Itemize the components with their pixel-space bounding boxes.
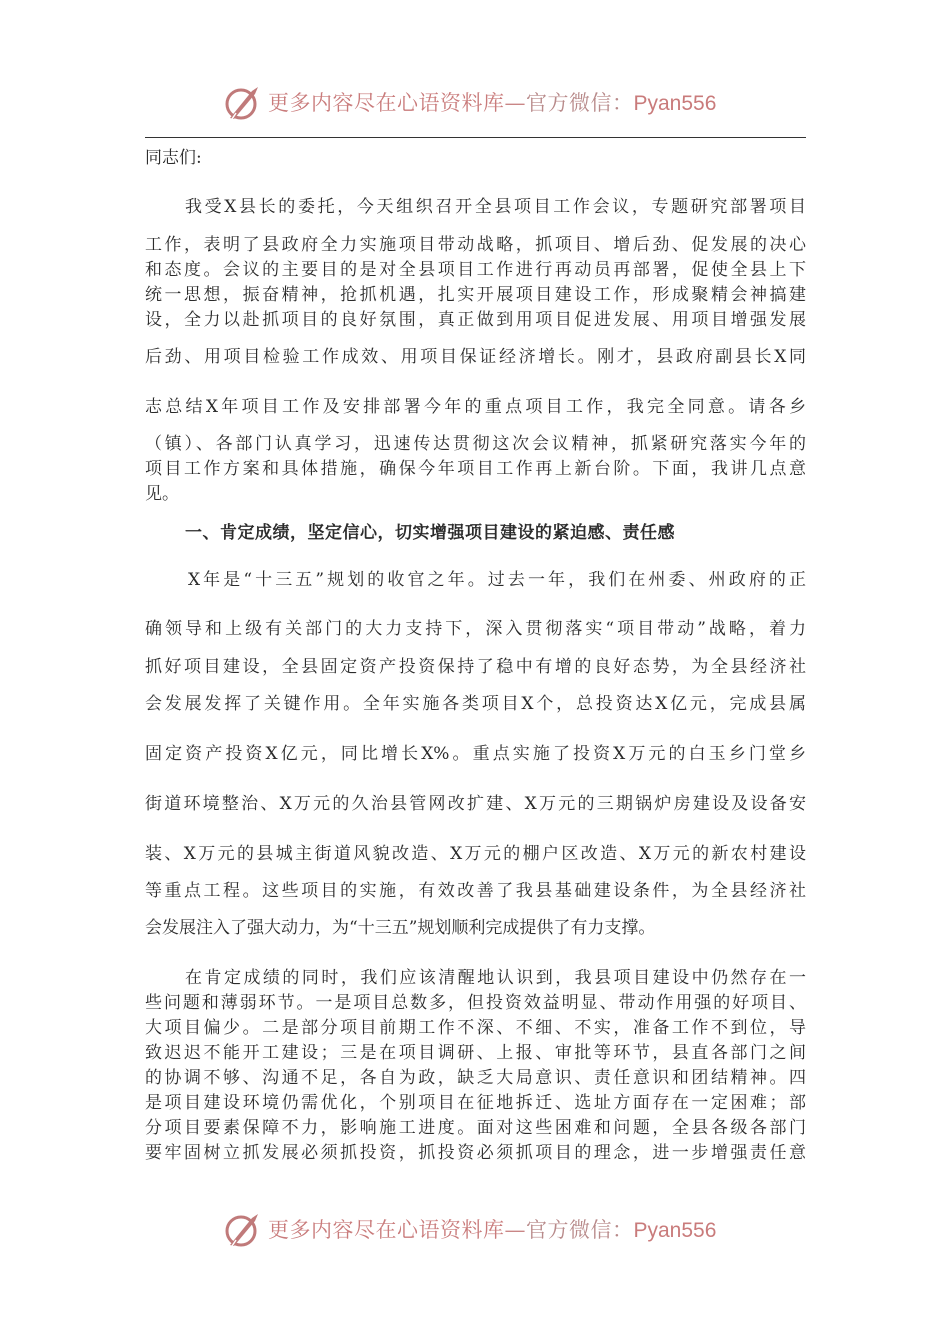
p1-line: 后劲、用项目检验工作成效、用项目保证经济增长。刚才，县政府副县长X同 (145, 347, 806, 367)
banner-wechat-id: Pyan556 (633, 1219, 717, 1242)
p1-line: 见。 (145, 484, 179, 504)
p2-line: X年是“十三五”规划的收官之年。过去一年，我们在州委、州政府的正 (188, 570, 806, 590)
p1-line: 统一思想，振奋精神，抢抓机遇，扎实开展项目建设工作，形成聚精会神搞建 (145, 285, 806, 305)
banner-separator: — (504, 91, 526, 115)
p2-line: 确领导和上级有关部门的大力支持下，深入贯彻落实“项目带动”战略，着力 (145, 619, 806, 639)
p1-line: 设，全力以赴抓项目的良好氛围，真正做到用项目促进发展、用项目增强发展 (145, 310, 806, 330)
p3-line: 在肯定成绩的同时，我们应该清醒地认识到，我县项目建设中仍然存在一 (185, 968, 806, 988)
quill-logo-icon (222, 83, 264, 123)
greeting: 同志们: (145, 148, 202, 168)
section-heading: 一、肯定成绩，坚定信心，切实增强项目建设的紧迫感、责任感 (185, 523, 675, 543)
banner-site-name: 更多内容尽在心语资料库 (268, 91, 505, 115)
p1-line: （镇）、各部门认真学习，迅速传达贯彻这次会议精神，抓紧研究落实今年的 (145, 434, 806, 454)
quill-logo-icon (222, 1210, 264, 1250)
footer-banner (0, 1210, 950, 1250)
p2-line: 会发展发挥了关键作用。全年实施各类项目X个，总投资达X亿元，完成县属 (145, 694, 806, 714)
p1-line: 工作，表明了县政府全力实施项目带动战略，抓项目、增后劲、促发展的决心 (145, 235, 806, 255)
p2-line: 街道环境整治、X万元的久治县管网改扩建、X万元的三期锅炉房建设及设备安 (145, 794, 806, 814)
p2-line: 会发展注入了强大动力，为“十三五”规划顺利完成提供了有力支撑。 (145, 918, 656, 938)
p3-line: 要牢固树立抓发展必须抓投资，抓投资必须抓项目的理念，进一步增强责任意 (145, 1143, 806, 1163)
header-banner (0, 83, 950, 123)
p3-line: 分项目要素保障不力，影响施工进度。面对这些困难和问题，全县各级各部门 (145, 1118, 806, 1138)
p2-line: 抓好项目建设，全县固定资产投资保持了稳中有增的良好态势，为全县经济社 (145, 657, 806, 677)
p1-line: 我受X县长的委托，今天组织召开全县项目工作会议，专题研究部署项目 (185, 197, 806, 217)
p1-line: 志总结X年项目工作及安排部署今年的重点项目工作，我完全同意。请各乡 (145, 397, 806, 417)
p3-line: 致迟迟不能开工建设；三是在项目调研、上报、审批等环节，县直各部门之间 (145, 1043, 806, 1063)
p1-line: 和态度。会议的主要目的是对全县项目工作进行再动员再部署，促使全县上下 (145, 260, 806, 280)
banner-separator: — (504, 1218, 526, 1242)
banner-wechat-id: Pyan556 (633, 92, 717, 115)
p2-line: 装、X万元的县城主街道风貌改造、X万元的棚户区改造、X万元的新农村建设 (145, 844, 806, 864)
banner-site-name: 更多内容尽在心语资料库 (268, 1218, 505, 1242)
banner-wechat-label: 官方微信： (526, 91, 634, 115)
p3-line: 是项目建设环境仍需优化，个别项目在征地拆迁、选址方面存在一定困难；部 (145, 1093, 806, 1113)
banner-wechat-label: 官方微信： (526, 1218, 634, 1242)
p3-line: 大项目偏少。二是部分项目前期工作不深、不细、不实，准备工作不到位，导 (145, 1018, 806, 1038)
p3-line: 些问题和薄弱环节。一是项目总数多，但投资效益明显、带动作用强的好项目、 (145, 993, 806, 1013)
p1-line: 项目工作方案和具体措施，确保今年项目工作再上新台阶。下面，我讲几点意 (145, 459, 806, 479)
p3-line: 的协调不够、沟通不足，各自为政，缺乏大局意识、责任意识和团结精神。四 (145, 1068, 806, 1088)
banner-text (268, 89, 716, 118)
p2-line: 等重点工程。这些项目的实施，有效改善了我县基础建设条件，为全县经济社 (145, 881, 806, 901)
header-rule (145, 137, 806, 138)
p2-line: 固定资产投资X亿元，同比增长X%。重点实施了投资X万元的白玉乡门堂乡 (145, 744, 806, 764)
banner-text (268, 1216, 716, 1245)
